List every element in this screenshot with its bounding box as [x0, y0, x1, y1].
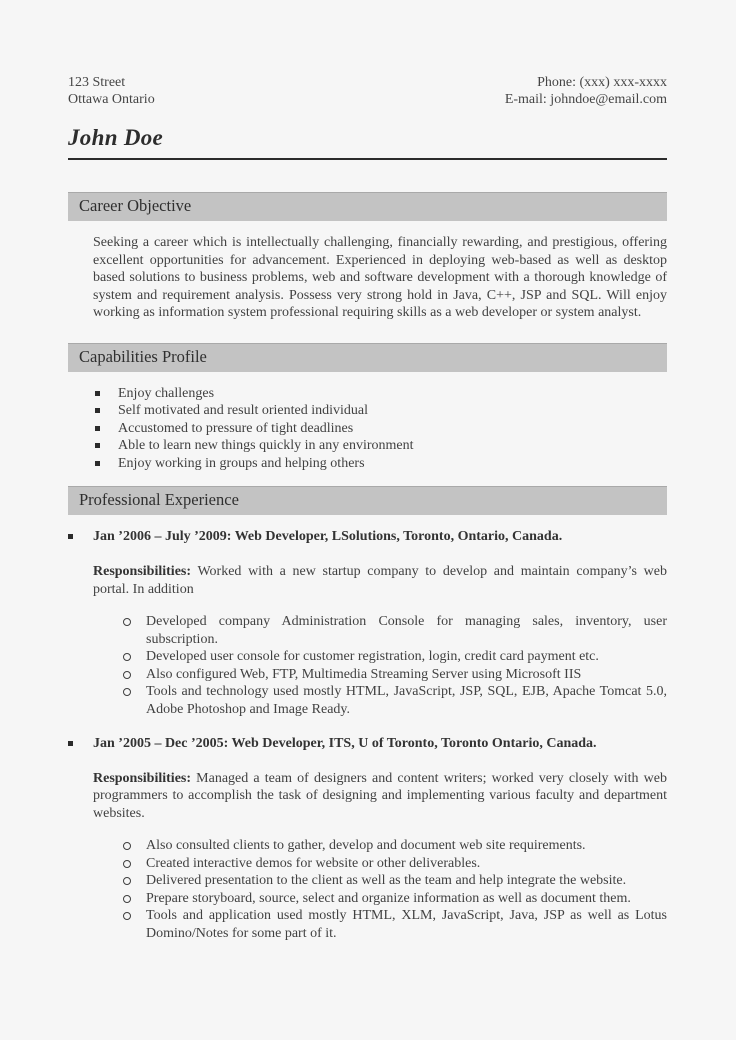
responsibilities-text: Worked with a new startup company to develop and maintain company’s web portal. In addition — [93, 563, 667, 597]
bullet-square-icon — [95, 426, 100, 431]
job-bullet-list — [68, 837, 667, 942]
section-title: Career Objective — [79, 196, 192, 215]
list-item — [68, 437, 667, 455]
section-header-capabilities-profile — [68, 343, 667, 372]
address-block — [68, 74, 155, 108]
bullet-circle-icon — [123, 688, 131, 696]
list-item — [68, 666, 667, 684]
candidate-name: John Doe — [68, 125, 164, 150]
list-item — [68, 455, 667, 473]
section-capabilities-profile — [68, 343, 667, 473]
bullet-circle-icon — [123, 653, 131, 661]
job-heading: Jan ’2006 – July ’2009: Web Developer, LSolutions, Toronto, Ontario, Canada. — [93, 529, 563, 545]
bullet-circle-icon — [123, 618, 131, 626]
job-bullet-text: Also configured Web, FTP, Multimedia Streaming Server using Microsoft IIS — [146, 666, 582, 682]
bullet-square-icon — [95, 443, 100, 448]
phone-text: Phone: (xxx) xxx-xxxx — [537, 75, 667, 90]
job-bullet-text: Also consulted clients to gather, develop and document web site requirements. — [146, 838, 586, 854]
job-heading-row — [68, 528, 667, 546]
section-header-career-objective — [68, 192, 667, 221]
job-bullet-text: Tools and technology used mostly HTML, JavaScript, JSP, SQL, EJB, Apache Tomcat 5.0, Adobe Photoshop and Image Ready. — [146, 684, 667, 717]
responsibilities-text: Managed a team of designers and content writers; worked very closely with web programmers to accomplish the task of designing and implementing various faculty and department websites. — [93, 770, 667, 821]
job-bullet-text: Prepare storyboard, source, select and organize information as well as document them. — [146, 890, 631, 906]
address-line-2: Ottawa Ontario — [68, 92, 155, 107]
name-underline-rule — [68, 158, 667, 160]
job-bullet-text: Developed user console for customer registration, login, credit card payment etc. — [146, 649, 599, 665]
bullet-circle-icon — [123, 842, 131, 850]
section-title: Capabilities Profile — [79, 346, 207, 366]
list-item — [68, 402, 667, 420]
section-professional-experience — [68, 486, 667, 942]
list-item — [68, 872, 667, 890]
capability-text: Enjoy challenges — [118, 385, 215, 401]
bullet-circle-icon — [123, 877, 131, 885]
list-item — [68, 907, 667, 942]
job-heading: Jan ’2005 – Dec ’2005: Web Developer, ITS, U of Toronto, Toronto Ontario, Canada. — [93, 736, 597, 752]
capability-text: Self motivated and result oriented individual — [118, 403, 368, 419]
email-text: E-mail: johndoe@email.com — [504, 92, 667, 107]
section-header-professional-experience — [68, 486, 667, 515]
bullet-circle-icon — [123, 895, 131, 903]
list-item — [68, 683, 667, 718]
list-item — [68, 613, 667, 648]
responsibilities-label: Responsibilities: — [93, 770, 192, 786]
job-heading-row — [68, 735, 667, 753]
list-item — [68, 890, 667, 908]
job-bullet-text: Delivered presentation to the client as well as the team and help integrate the website. — [146, 873, 627, 889]
list-item — [68, 648, 667, 666]
bullet-square-icon — [95, 461, 100, 466]
list-item — [68, 385, 667, 403]
section-title: Professional Experience — [79, 490, 239, 510]
career-objective-paragraph: Seeking a career which is intellectually challenging, financially rewarding, and prestigious, offering excellent opportunities for advancement. Experienced in deploying web-based as well as desktop based solutions to business problems, web and software development with a thorough knowledge of system and requirement analysis. Possess very strong hold in Java, C++, JSP and SQL. Will enjoy working as information system professional requiring skills as a web developer or system analyst. — [93, 235, 667, 321]
job-entry — [68, 735, 667, 942]
responsibilities-label: Responsibilities: — [93, 563, 192, 579]
section-career-objective — [68, 192, 667, 322]
job-bullet-list — [68, 613, 667, 718]
responsibilities-paragraph — [93, 563, 667, 598]
capabilities-list — [68, 385, 667, 473]
bullet-square-icon — [68, 534, 73, 539]
address-line-1: 123 Street — [68, 75, 126, 90]
job-entry — [68, 528, 667, 718]
capability-text: Accustomed to pressure of tight deadlines — [118, 420, 354, 436]
capability-text: Able to learn new things quickly in any environment — [118, 438, 414, 454]
job-bullet-text: Created interactive demos for website or other deliverables. — [146, 855, 481, 871]
bullet-square-icon — [95, 391, 100, 396]
capability-text: Enjoy working in groups and helping others — [118, 455, 365, 471]
bullet-square-icon — [68, 741, 73, 746]
bullet-circle-icon — [123, 671, 131, 679]
bullet-square-icon — [95, 408, 100, 413]
contact-header — [68, 74, 667, 108]
bullet-circle-icon — [123, 912, 131, 920]
job-bullet-text: Developed company Administration Console for managing sales, inventory, user subscription. — [146, 614, 667, 647]
job-bullet-text: Tools and application used mostly HTML, XLM, JavaScript, Java, JSP as well as Lotus Domino/Notes for some part of it. — [146, 908, 667, 941]
list-item — [68, 837, 667, 855]
list-item — [68, 855, 667, 873]
bullet-circle-icon — [123, 860, 131, 868]
list-item — [68, 420, 667, 438]
contact-block — [505, 74, 667, 108]
responsibilities-paragraph — [93, 770, 667, 823]
